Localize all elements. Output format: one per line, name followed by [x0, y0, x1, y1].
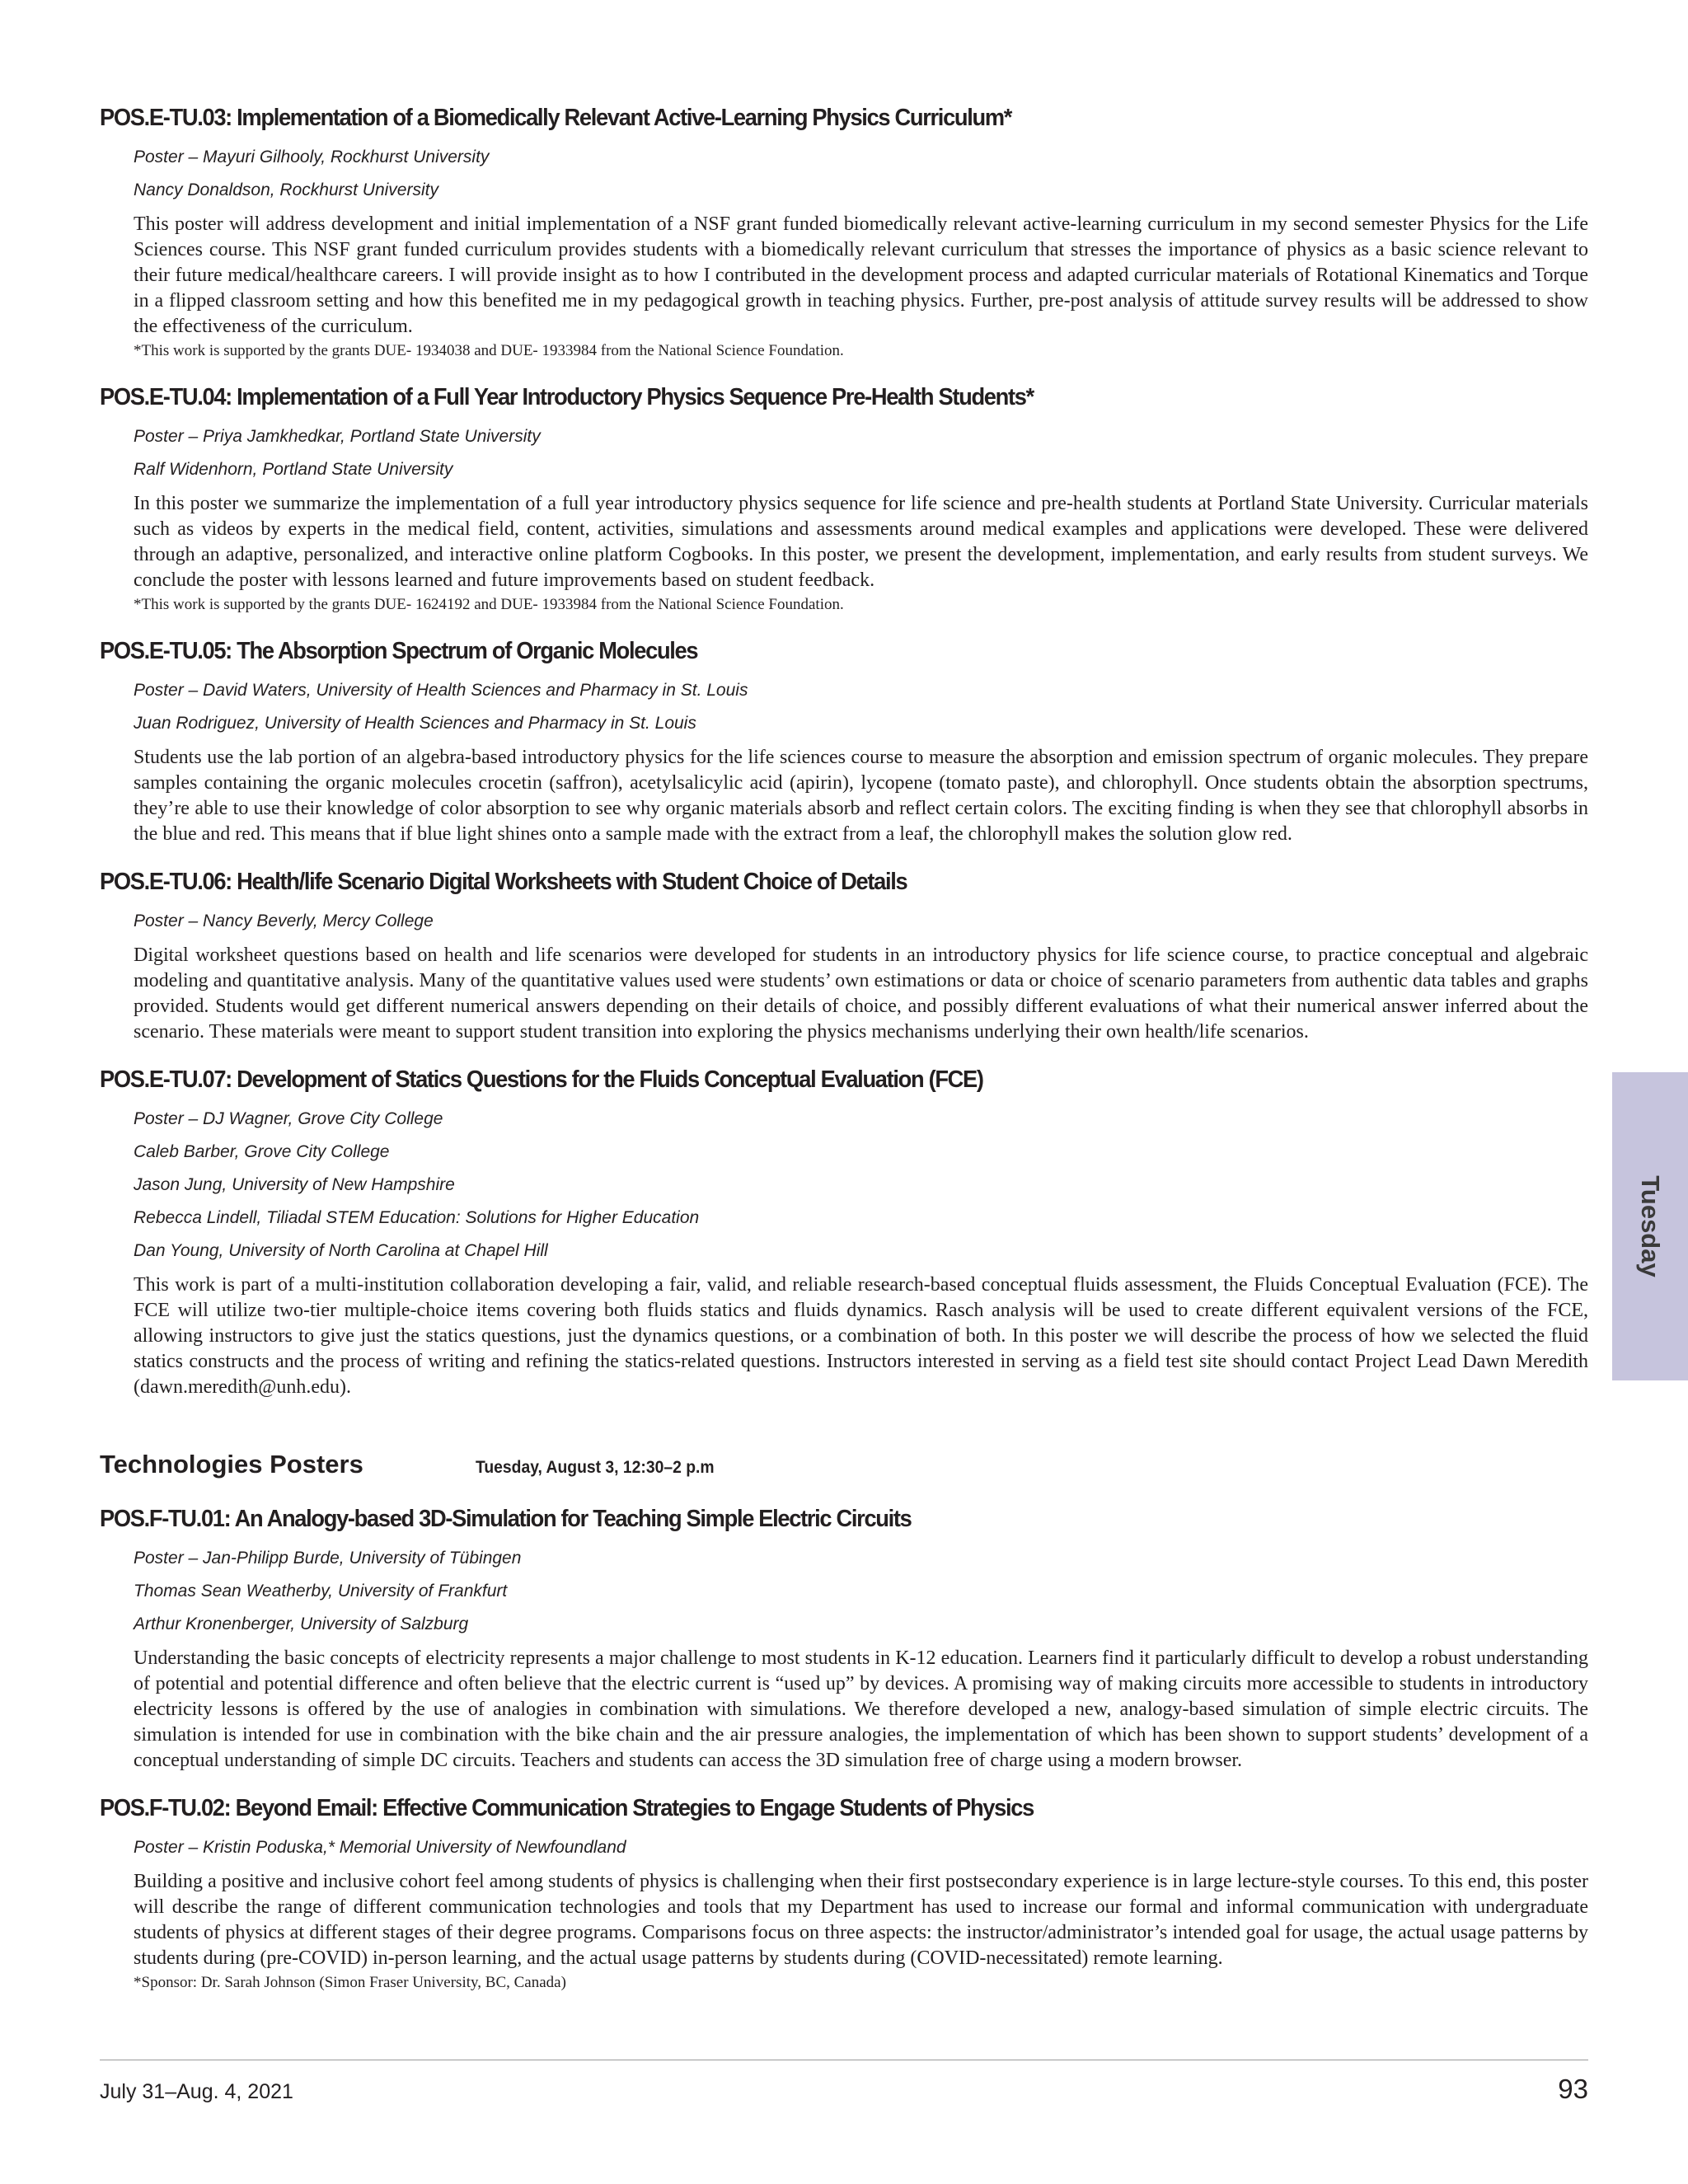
poster-abstract: In this poster we summarize the implementation of a full year introductory physics sequence for life science and pre-health students at Portland State University. Curricular materials such as videos by experts in the medical field, content, activities, simulations and assessments around medical examples and applications were developed. These were delivered through an adaptive, personalized, and interactive online platform Cogbooks. In this poster, we present the development, implementation, and early results from student surveys. We conclude the poster with lessons learned and future improvements based on student feedback.	[134, 493, 1588, 591]
poster-abstract: Building a positive and inclusive cohort feel among students of physics is challenging when their first postsecondary experience is in large lecture-style courses. To this end, this poster will describe the range of different communication technologies and tools that my Department has used to increase our formal and informal communication with undergraduate students of physics at different stages of their degree programs. Comparisons focus on three aspects: the instructor/administrator’s intended goal for usage, the actual usage patterns by students during (pre-COVID) in-person learning, and the actual usage patterns by students during (COVID-necessitated) remote learning.	[134, 1871, 1588, 1969]
poster-title: POS.F-TU.01: An Analogy-based 3D-Simulation for Teaching Simple Electric Circuits	[100, 1506, 912, 1532]
poster-author: Juan Rodriguez, University of Health Sciences and Pharmacy in St. Louis	[134, 714, 696, 733]
poster-funding-note: *This work is supported by the grants DUE- 1624192 and DUE- 1933984 from the National Science Foundation.	[134, 596, 844, 613]
section-title: Technologies Posters	[100, 1450, 363, 1479]
poster-author: Ralf Widenhorn, Portland State University	[134, 460, 453, 479]
poster-author: Jason Jung, University of New Hampshire	[134, 1175, 455, 1194]
poster-author: Poster – Kristin Poduska,* Memorial University of Newfoundland	[134, 1838, 626, 1857]
poster-funding-note: *This work is supported by the grants DUE- 1934038 and DUE- 1933984 from the National Science Foundation.	[134, 342, 844, 359]
poster-title: POS.E-TU.03: Implementation of a Biomedically Relevant Active-Learning Physics Curriculum*	[100, 105, 1012, 131]
poster-author: Poster – DJ Wagner, Grove City College	[134, 1109, 443, 1128]
poster-author: Thomas Sean Weatherby, University of Frankfurt	[134, 1582, 508, 1601]
poster-author: Poster – David Waters, University of Health Sciences and Pharmacy in St. Louis	[134, 681, 748, 700]
poster-abstract: Students use the lab portion of an algebra-based introductory physics for the life sciences course to measure the absorption and emission spectrum of organic molecules. They prepare samples containing the organic molecules crocetin (saffron), acetylsalicylic acid (apirin), lycopene (tomato paste), and chlorophyll. Once students obtain the absorption spectrums, they’re able to use their knowledge of color absorption to see why organic materials absorb and reflect certain colors. The exciting finding is when they see that chlorophyll absorbs in the blue and red. This means that if blue light shines onto a sample made with the extract from a leaf, the chlorophyll makes the solution glow red.	[134, 747, 1588, 845]
poster-sponsor-note: *Sponsor: Dr. Sarah Johnson (Simon Fraser University, BC, Canada)	[134, 1974, 566, 1991]
poster-author: Arthur Kronenberger, University of Salzburg	[134, 1615, 469, 1633]
poster-title: POS.F-TU.02: Beyond Email: Effective Communication Strategies to Engage Students of Physics	[100, 1795, 1034, 1821]
poster-abstract: This poster will address development and initial implementation of a NSF grant funded biomedically relevant active-learning curriculum in my second semester Physics for the Life Sciences course. This NSF grant funded curriculum provides students with a biomedically relevant curriculum that stresses the importance of physics as a basic science relevant to their future medical/healthcare careers. I will provide insight as to how I contributed in the development process and adapted curricular materials of Rotational Kinematics and Torque in a flipped classroom setting and how this benefited me in my pedagogical growth in teaching physics. Further, pre-post analysis of attitude survey results will be addressed to show the effectiveness of the curriculum.	[134, 213, 1588, 337]
poster-author: Poster – Priya Jamkhedkar, Portland State University	[134, 427, 541, 446]
poster-title: POS.E-TU.05: The Absorption Spectrum of Organic Molecules	[100, 638, 698, 664]
poster-entry	[100, 1792, 1588, 1994]
poster-list-technologies	[100, 1502, 1588, 1994]
poster-entry	[100, 635, 1588, 847]
section-time: Tuesday, August 3, 12:30–2 p.m	[476, 1458, 715, 1477]
poster-entry	[100, 101, 1588, 363]
poster-title: POS.E-TU.06: Health/life Scenario Digital Worksheets with Student Choice of Details	[100, 869, 907, 895]
poster-author: Dan Young, University of North Carolina at Chapel Hill	[134, 1241, 548, 1260]
poster-entry	[100, 865, 1588, 1045]
poster-abstract: Digital worksheet questions based on health and life scenarios were developed for students in an introductory physics for life science course, to practice conceptual and algebraic modeling and quantitative analysis. Many of the quantitative values used were students’ own estimations or data or choice of scenario parameters from authentic data tables and graphs provided. Students would get different numerical answers depending on their details of choice, and possibly different evaluations of what their numerical answer inferred about the scenario. These materials were meant to support student transition into exploring the physics mechanisms underlying their own health/life scenarios.	[134, 944, 1588, 1043]
poster-abstract: This work is part of a multi-institution collaboration developing a fair, valid, and reliable research-based conceptual fluids assessment, the Fluids Conceptual Evaluation (FCE). The FCE will utilize two-tier multiple-choice items covering both fluids statics and fluids dynamics. Rasch analysis will be used to create different equivalent versions of the FCE, allowing instructors to give just the statics questions, just the dynamics questions, or a combination of both. In this poster we will describe the process of how we selected the fluid statics constructs and the process of writing and refining the statics-related questions. Instructors interested in serving as a field test site should contact Project Lead Dawn Meredith (dawn.meredith@unh.edu).	[134, 1274, 1588, 1398]
poster-author: Caleb Barber, Grove City College	[134, 1142, 390, 1161]
poster-author: Poster – Jan-Philipp Burde, University of Tübingen	[134, 1549, 522, 1568]
poster-author: Nancy Donaldson, Rockhurst University	[134, 180, 438, 199]
poster-author: Rebecca Lindell, Tiliadal STEM Education: Solutions for Higher Education	[134, 1208, 700, 1227]
page-content	[100, 101, 1588, 2013]
poster-author: Poster – Nancy Beverly, Mercy College	[134, 912, 434, 930]
poster-author: Poster – Mayuri Gilhooly, Rockhurst University	[134, 148, 490, 166]
poster-entry	[100, 381, 1588, 616]
page-number: 93	[1558, 2074, 1588, 2104]
day-side-tab-label: Tuesday	[1636, 1175, 1665, 1277]
poster-list-health	[100, 101, 1588, 1400]
day-side-tab	[1612, 1072, 1688, 1380]
footer-dates: July 31–Aug. 4, 2021	[100, 2080, 293, 2103]
poster-abstract: Understanding the basic concepts of electricity represents a major challenge to most students in K-12 education. Learners find it particularly difficult to develop a robust understanding of potential and potential difference and often believe that the electric current is “used up” by devices. A promising way of making circuits more accessible to students in introductory electricity lessons is offered by the use of analogies in combination with simulations. We therefore developed a new, analogy-based simulation of simple electric circuits. The simulation is intended for use in combination with the bike chain and the air pressure analogies, the implementation of which has been shown to support students’ development of a conceptual understanding of simple DC circuits. Teachers and students can access the 3D simulation free of charge using a modern browser.	[134, 1647, 1588, 1771]
section-header	[100, 1446, 1588, 1486]
poster-title: POS.E-TU.07: Development of Statics Questions for the Fluids Conceptual Evaluation (FCE)	[100, 1066, 983, 1093]
poster-entry	[100, 1063, 1588, 1400]
poster-entry	[100, 1502, 1588, 1774]
poster-title: POS.E-TU.04: Implementation of a Full Year Introductory Physics Sequence Pre-Health Students*	[100, 384, 1034, 410]
